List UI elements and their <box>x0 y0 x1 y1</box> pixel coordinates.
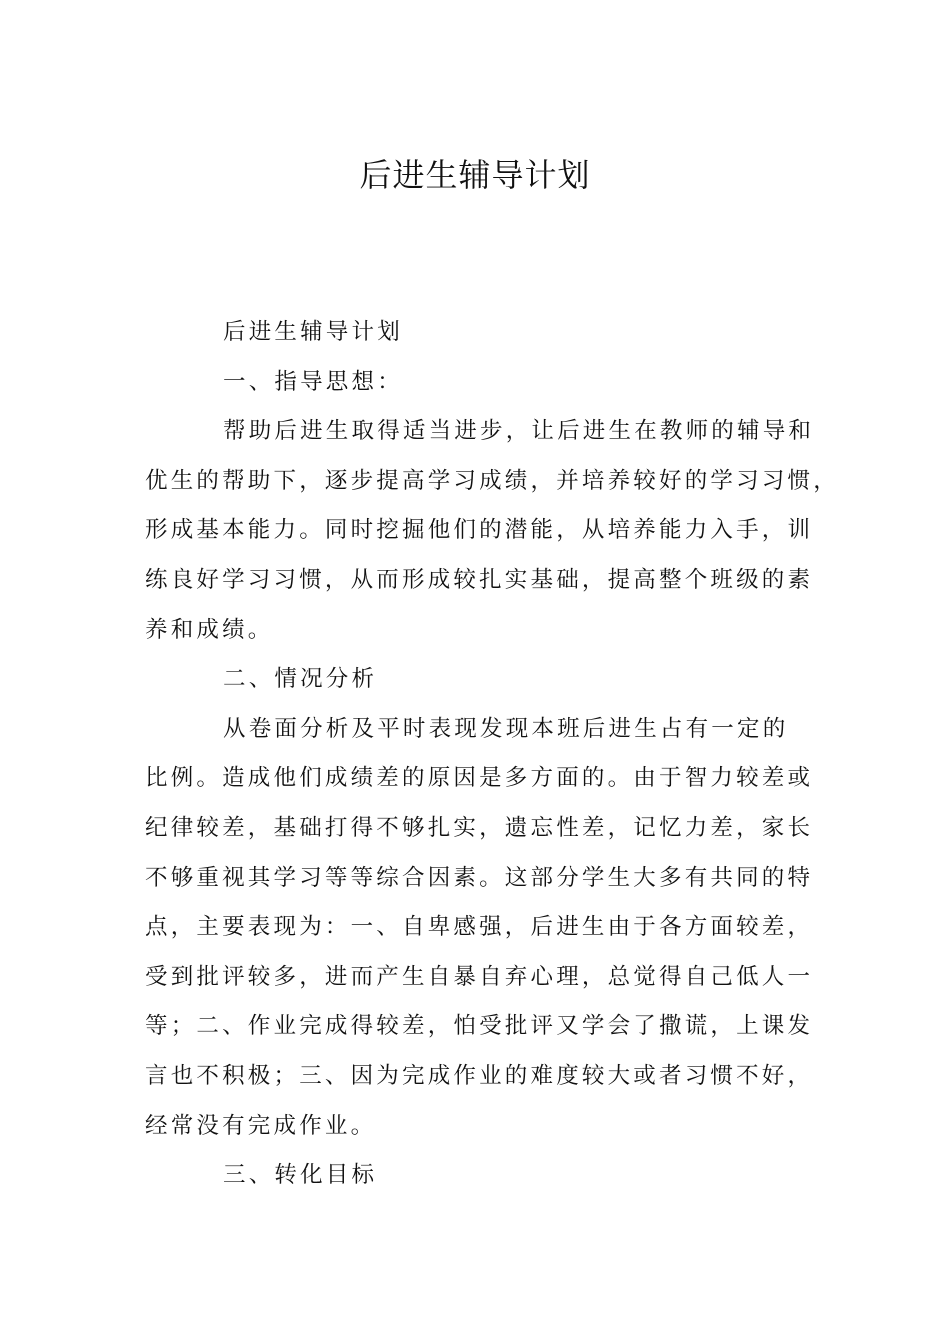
text-line: 纪律较差，基础打得不够扎实，遗忘性差，记忆力差，家长 <box>145 814 814 841</box>
text-line: 从卷面分析及平时表现发现本班后进生占有一定的 <box>223 715 789 742</box>
paragraph <box>145 308 807 358</box>
text-line: 比例。造成他们成绩差的原因是多方面的。由于智力较差或 <box>145 765 814 792</box>
text-line: 等；二、作业完成得较差，怕受批评又学会了撒谎，上课发 <box>145 1013 814 1040</box>
text-line: 后进生辅导计划 <box>223 319 403 345</box>
text-line: 帮助后进生取得适当进步，让后进生在教师的辅导和 <box>223 418 815 445</box>
text-line: 受到批评较多，进而产生自暴自弃心理，总觉得自己低人一 <box>145 963 814 990</box>
text-line: 形成基本能力。同时挖掘他们的潜能，从培养能力入手，训 <box>145 517 814 544</box>
paragraph <box>145 407 839 655</box>
document-body <box>145 308 839 1201</box>
text-line: 一、指导思想： <box>223 368 403 395</box>
text-line: 不够重视其学习等等综合因素。这部分学生大多有共同的特 <box>145 864 814 891</box>
section-heading <box>145 655 807 705</box>
text-line: 经常没有完成作业。 <box>145 1112 377 1139</box>
text-line: 养和成绩。 <box>145 616 274 643</box>
text-line: 点，主要表现为：一、自卑感强，后进生由于各方面较差， <box>145 914 814 941</box>
section-heading <box>145 1151 807 1201</box>
document-title: 后进生辅导计划 <box>359 156 591 194</box>
section-heading <box>145 358 807 408</box>
text-line: 言也不积极；三、因为完成作业的难度较大或者习惯不好， <box>145 1062 814 1089</box>
text-line: 三、转化目标 <box>223 1162 378 1189</box>
text-line: 优生的帮助下，逐步提高学习成绩，并培养较好的学习习惯， <box>145 467 839 494</box>
text-line: 二、情况分析 <box>223 666 378 693</box>
text-line: 练良好学习习惯，从而形成较扎实基础，提高整个班级的素 <box>145 566 814 593</box>
paragraph <box>145 705 814 1151</box>
